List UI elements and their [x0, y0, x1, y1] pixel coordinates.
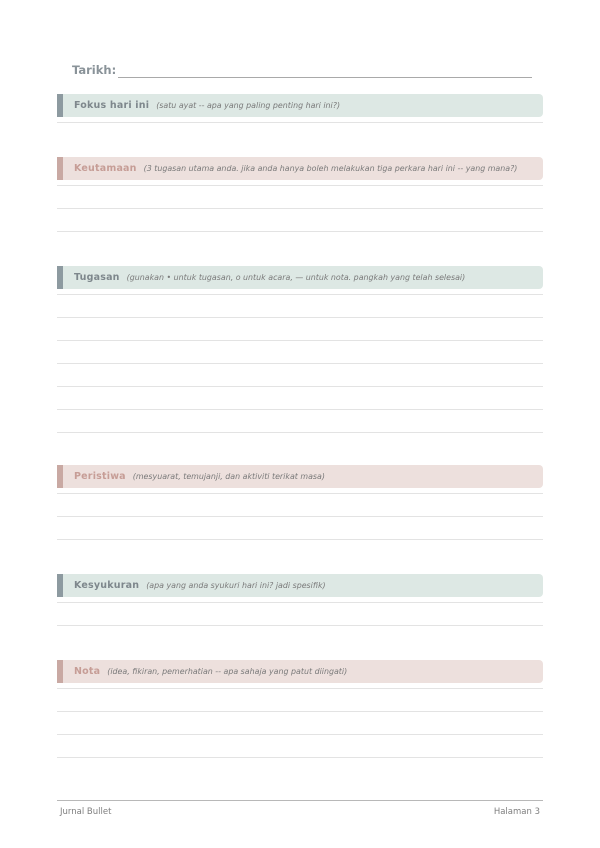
section-hint: (apa yang anda syukuri hari ini? jadi spesifik) [146, 581, 326, 590]
date-input-line[interactable] [118, 77, 532, 78]
page-number: Halaman 3 [493, 807, 540, 817]
section-accent-bar [57, 574, 63, 597]
section-hint: (gunakan • untuk tugasan, o untuk acara, — untuk nota. pangkah yang telah selesai) [126, 273, 466, 282]
date-label: Tarikh: [72, 63, 117, 77]
writing-line[interactable] [57, 340, 543, 341]
writing-line[interactable] [57, 185, 543, 186]
section-header [57, 94, 543, 117]
section-focus [57, 94, 543, 117]
section-notes [57, 660, 543, 683]
section-header [57, 157, 543, 180]
writing-line[interactable] [57, 294, 543, 295]
section-accent-bar [57, 660, 63, 683]
section-events [57, 465, 543, 488]
section-title: Keutamaan [74, 163, 137, 174]
section-header [57, 465, 543, 488]
section-header [57, 574, 543, 597]
writing-line[interactable] [57, 386, 543, 387]
section-hint: (mesyuarat, temujanji, dan aktiviti terikat masa) [132, 472, 325, 481]
section-title: Fokus hari ini [74, 100, 150, 111]
writing-line[interactable] [57, 493, 543, 494]
section-header [57, 266, 543, 289]
writing-line[interactable] [57, 363, 543, 364]
writing-line[interactable] [57, 625, 543, 626]
section-gratitude [57, 574, 543, 597]
writing-line[interactable] [57, 757, 543, 758]
section-accent-bar [57, 157, 63, 180]
section-title: Tugasan [74, 272, 120, 283]
section-accent-bar [57, 94, 63, 117]
writing-line[interactable] [57, 317, 543, 318]
writing-line[interactable] [57, 734, 543, 735]
writing-line[interactable] [57, 688, 543, 689]
footer-title: Jurnal Bullet [60, 807, 112, 817]
section-hint: (satu ayat -- apa yang paling penting hari ini?) [156, 101, 341, 110]
section-priorities [57, 157, 543, 180]
writing-line[interactable] [57, 432, 543, 433]
section-hint: (3 tugasan utama anda. jika anda hanya boleh melakukan tiga perkara hari ini -- yang mana?) [143, 164, 518, 173]
section-hint: (idea, fikiran, pemerhatian -- apa sahaja yang patut diingati) [107, 667, 348, 676]
writing-line[interactable] [57, 539, 543, 540]
writing-line[interactable] [57, 409, 543, 410]
writing-line[interactable] [57, 602, 543, 603]
writing-line[interactable] [57, 122, 543, 123]
writing-line[interactable] [57, 208, 543, 209]
section-accent-bar [57, 465, 63, 488]
section-tasks [57, 266, 543, 289]
writing-line[interactable] [57, 516, 543, 517]
section-title: Peristiwa [74, 471, 126, 482]
section-accent-bar [57, 266, 63, 289]
section-title: Nota [74, 666, 101, 677]
date-row [72, 62, 532, 82]
writing-line[interactable] [57, 231, 543, 232]
section-title: Kesyukuran [74, 580, 140, 591]
writing-line[interactable] [57, 711, 543, 712]
section-header [57, 660, 543, 683]
footer-rule [57, 800, 543, 801]
